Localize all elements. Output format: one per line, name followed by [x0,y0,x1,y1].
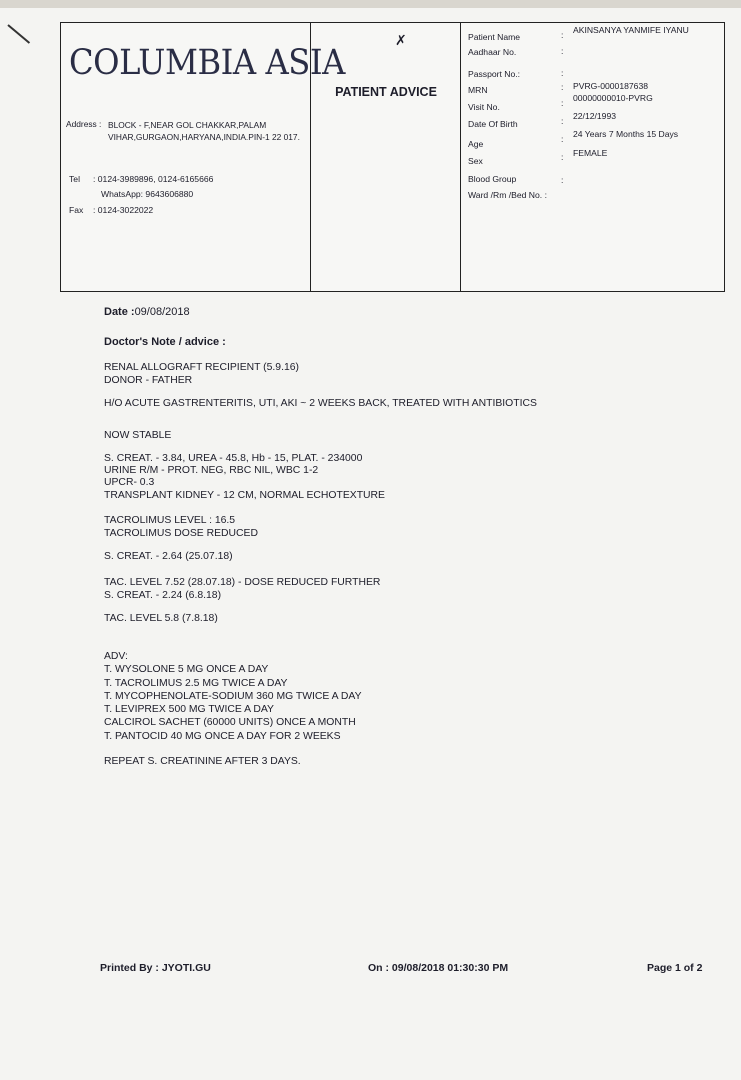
sex-label: Sex [468,156,483,166]
age-label: Age [468,139,484,149]
diagnosis-block [104,361,299,387]
page-number: Page 1 of 2 [647,962,703,974]
date-value: 09/08/2018 [134,306,190,318]
tac-line: TACROLIMUS LEVEL : 16.5 [104,515,236,526]
colon: : [561,134,564,144]
status-line: NOW STABLE [104,430,172,441]
age-value: 24 Years 7 Months 15 Days [573,129,679,139]
colon: : [561,82,564,92]
tel-value: : 0124-3989896, 0124-6165666 [93,174,214,184]
doctors-note-title: Doctor's Note / advice : [104,336,226,348]
fax-label: Fax [69,205,84,215]
colon: : [561,98,564,108]
visit-no-label: Visit No. [468,102,500,112]
lab-results-block [104,453,385,502]
printed-by: Printed By : JYOTI.GU [100,962,211,974]
passport-label: Passport No.: [468,69,521,79]
pen-mark [7,24,30,44]
colon: : [561,116,564,126]
sex-value: FEMALE [573,148,608,158]
patient-name-label: Patient Name [468,32,521,42]
advice-block [104,650,362,743]
hospital-logo: COLUMBIA ASIA [69,43,345,83]
tacrolimus-block [104,515,258,540]
tel-label: Tel [69,174,80,184]
patient-info-column [461,23,726,291]
medication-item: T. LEVIPREX 500 MG TWICE A DAY [104,704,274,716]
colon: : [561,152,564,162]
history-line: H/O ACUTE GASTRENTERITIS, UTI, AKI ~ 2 WEEKS BACK, TREATED WITH ANTIBIOTICS [104,398,537,409]
header-box [60,22,725,292]
colon: : [561,175,564,185]
creat-line: S. CREAT. - 2.24 (6.8.18) [104,589,222,601]
mrn-label: MRN [468,85,488,95]
medication-item: T. MYCOPHENOLATE-SODIUM 360 MG TWICE A DAY [104,690,362,702]
medication-item: CALCIROL SACHET (60000 UNITS) ONCE A MONTH [104,717,356,729]
medication-item: T. WYSOLONE 5 MG ONCE A DAY [104,664,269,676]
document-title: PATIENT ADVICE [335,85,437,99]
tac-line: TACROLIMUS DOSE REDUCED [104,527,258,539]
address-text: BLOCK - F,NEAR GOL CHAKKAR,PALAM VIHAR,GURGAON,HARYANA,INDIA.PIN-1 22 017. [108,120,300,142]
advice-date [104,306,190,318]
visit-no-value: 00000000010-PVRG [573,93,653,103]
medication-item: T. PANTOCID 40 MG ONCE A DAY FOR 2 WEEKS [104,730,341,742]
colon: : [561,68,564,78]
aadhaar-label: Aadhaar No. [468,47,517,57]
donor-line: DONOR - FATHER [104,375,193,386]
whatsapp-number: WhatsApp: 9643606880 [101,189,194,199]
blood-group-label: Blood Group [468,174,517,184]
diagnosis-line: RENAL ALLOGRAFT RECIPIENT (5.9.16) [104,362,299,373]
colon: : [561,46,564,56]
medication-item: T. TACROLIMUS 2.5 MG TWICE A DAY [104,677,288,689]
printed-on: On : 09/08/2018 01:30:30 PM [368,962,509,974]
advice-label: ADV: [104,651,128,662]
ward-label: Ward /Rm /Bed No. : [468,190,547,200]
colon: : [561,30,564,40]
repeat-instruction: REPEAT S. CREATININE AFTER 3 DAYS. [104,756,301,767]
handwritten-mark: ✗ [395,33,407,49]
mrn-value: PVRG-0000187638 [573,81,649,91]
lab-line: S. CREAT. - 3.84, UREA - 45.8, Hb - 15, PLAT. - 234000 [104,453,363,464]
lab-line: URINE R/M - PROT. NEG, RBC NIL, WBC 1-2 [104,465,319,477]
tac-level-line: TAC. LEVEL 5.8 (7.8.18) [104,613,218,624]
creat-line: S. CREAT. - 2.64 (25.07.18) [104,551,233,562]
tac-line: TAC. LEVEL 7.52 (28.07.18) - DOSE REDUCED FURTHER [104,577,381,588]
page-top-edge [0,0,741,8]
dob-value: 22/12/1993 [573,111,617,121]
lab-line: TRANSPLANT KIDNEY - 12 CM, NORMAL ECHOTEXTURE [104,489,385,501]
date-label: Date : [104,306,135,318]
address-label: Address : [66,119,102,129]
title-column [311,23,461,291]
lab-line: UPCR- 0.3 [104,477,155,489]
tac-level-block [104,577,380,602]
dob-label: Date Of Birth [468,119,518,129]
patient-name-value: AKINSANYA YANMIFE IYANU [573,25,689,35]
hospital-info-column [61,23,345,291]
fax-value: : 0124-3022022 [93,205,154,215]
